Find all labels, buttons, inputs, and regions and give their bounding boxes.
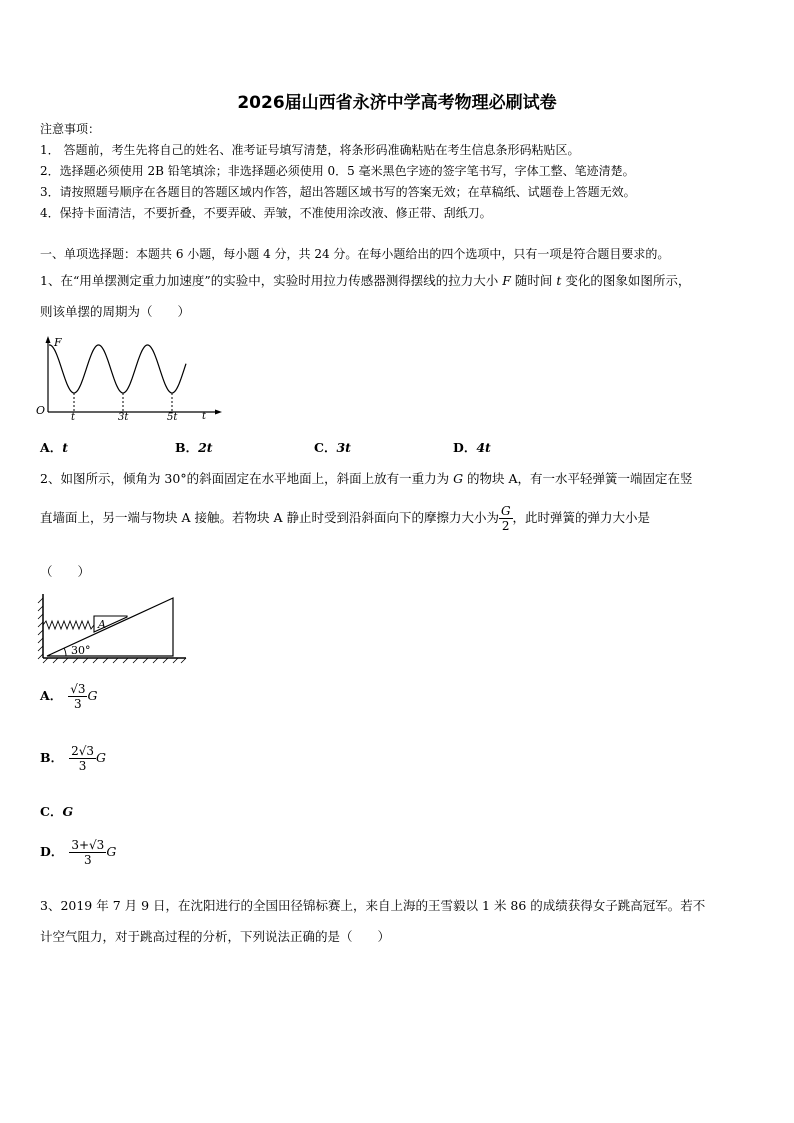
q2-stem-line1: 2、如图所示，倾角为 30°的斜面固定在水平地面上，斜面上放有一重力为 G 的物块 A，有一水平轻弹簧一端固定在竖 xyxy=(40,471,693,486)
q2-option-a[interactable]: A． $\frac{√3}{3}$ G xyxy=(40,682,98,711)
angle-label: 30° xyxy=(71,644,91,657)
note-item: 3．请按照题号顺序在各题目的答题区域内作答，超出答题区域书写的答案无效；在草稿纸、试题卷上答题无效。 xyxy=(40,185,636,199)
tick-label-3t: 3t xyxy=(118,412,129,423)
page-title: 2026届山西省永济中学高考物理必刷试卷 xyxy=(237,93,557,113)
note-item: 2．选择题必须使用 2B 铅笔填涂；非选择题必须使用 0．5 毫米黑色字迹的签字笔书写，字体工整、笔迹清楚。 xyxy=(40,164,635,178)
q1-option-d[interactable]: D．4t xyxy=(453,440,491,455)
friction-fraction: $\frac{G}{2}$ xyxy=(500,504,511,533)
tick-label-5t: 5t xyxy=(167,412,178,423)
q3-stem-line2: 计空气阻力，对于跳高过程的分析，下列说法正确的是（ ） xyxy=(40,929,391,944)
tick-label-t: t xyxy=(71,412,76,423)
y-axis-arrow xyxy=(46,336,51,343)
y-axis-label: F xyxy=(54,336,62,349)
spring xyxy=(43,621,94,629)
x-axis-arrow xyxy=(215,410,222,415)
q1-stem-line1: 1、在“用单摆测定重力加速度”的实验中，实验时用拉力传感器测得摆线的拉力大小 F 随时间 t 变化的图象如图所示， xyxy=(40,273,691,288)
q3-stem-line1: 3、2019 年 7 月 9 日，在沈阳进行的全国田径锦标赛上，来自上海的王雪毅以 1 米 86 的成绩获得女子跳高冠军。若不 xyxy=(40,898,706,913)
q1-option-a[interactable]: A．t xyxy=(40,440,68,455)
q2-option-c[interactable]: C．G xyxy=(40,804,74,819)
q2-option-b[interactable]: B． $\frac{2√3}{3}$ G xyxy=(40,744,106,773)
origin-label: O xyxy=(36,404,46,417)
q2-option-d[interactable]: D． $\frac{3+√3}{3}$ G xyxy=(40,838,117,867)
q1-option-b[interactable]: B．2t xyxy=(175,440,213,455)
x-axis-label: t xyxy=(202,411,207,422)
angle-arc xyxy=(64,648,66,656)
q2-stem-line2: 直墙面上，另一端与物块 A 接触。若物块 A 静止时受到沿斜面向下的摩擦力大小为 $\frac{G}{2}$ ，此时弹簧的弹力大小是 xyxy=(40,504,651,533)
q1-option-c[interactable]: C．3t xyxy=(314,440,351,455)
force-curve xyxy=(49,345,186,393)
q1-force-time-graph xyxy=(36,334,226,424)
q2-stem-line3: （ ） xyxy=(40,564,91,579)
note-item: 4．保持卡面清洁，不要折叠，不要弄破、弄皱，不准使用涂改液、修正带、刮纸刀。 xyxy=(40,206,492,220)
q2-incline-figure xyxy=(36,590,196,666)
notes-heading: 注意事项： xyxy=(40,122,101,136)
q1-stem-line2: 则该单摆的周期为（ ） xyxy=(40,304,191,319)
note-item: 1． 答题前，考生先将自己的姓名、准考证号填写清楚，将条形码准确粘贴在考生信息条形码粘贴区。 xyxy=(40,143,580,157)
section-heading: 一、单项选择题：本题共 6 小题，每小题 4 分，共 24 分。在每小题给出的四个选项中，只有一项是符合题目要求的。 xyxy=(40,247,670,261)
block-label: A xyxy=(98,618,106,631)
